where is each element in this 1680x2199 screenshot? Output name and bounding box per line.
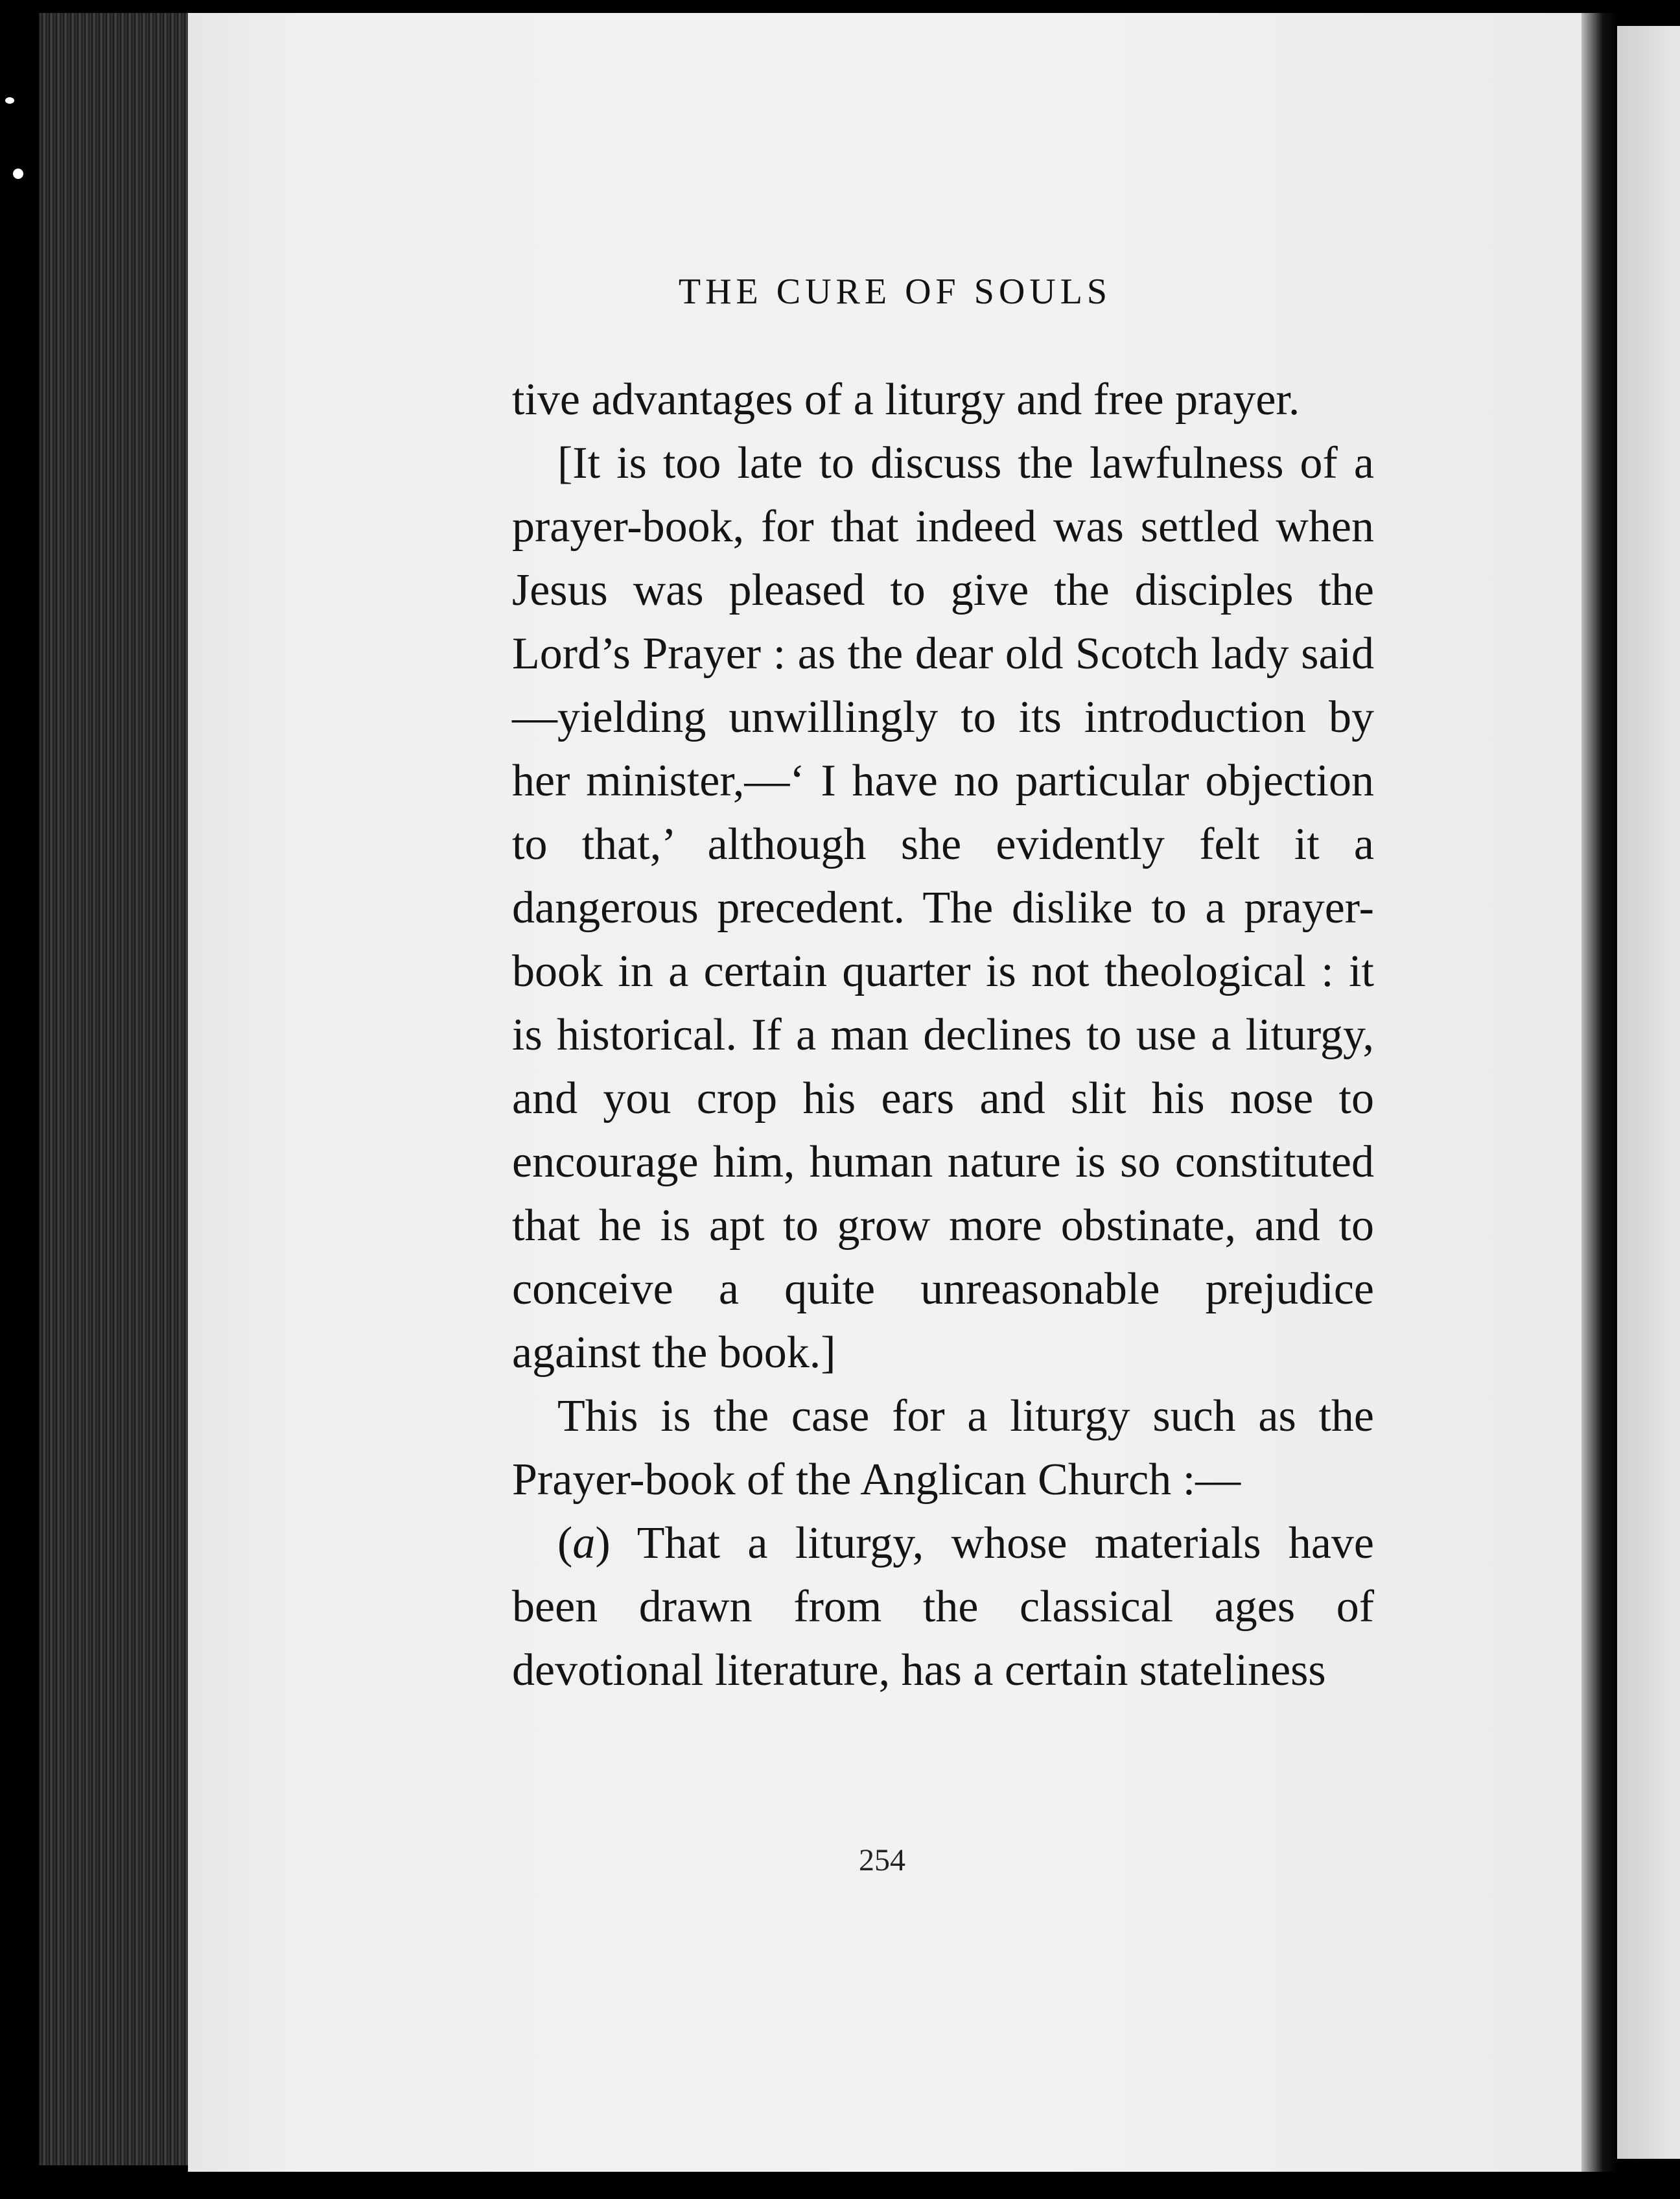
body-text (512, 368, 1374, 1702)
paragraph-1: tive advantages of a liturgy and free prayer. (512, 375, 1300, 425)
paragraph-4-prefix: ( (557, 1518, 573, 1568)
paragraph-3: This is the case for a liturgy such as the Prayer-book of the Anglican Church :— (512, 1391, 1374, 1505)
scan-speck (13, 169, 23, 179)
paragraph-4-text: ) That a liturgy, whose materials have been drawn from the classical ages of devotional literature, has a certain stateliness (512, 1518, 1374, 1695)
page-number: 254 (859, 1843, 905, 1877)
facing-page-edge (1617, 26, 1680, 2159)
running-head: THE CURE OF SOULS (678, 272, 1112, 312)
paragraph-2: [It is too late to discuss the lawfulness of a prayer-book, for that indeed was settled when Jesus was pleased to give the disciples the Lord’s Prayer : as the dear old Scotch lady said—yielding unwillingly to its introduction by her minister,—‘ I have no particular objection to that,’ although she evidently felt it a dangerous precedent. The dislike to a prayer-book in a certain quarter is not theological : it is historical. If a man declines to use a liturgy, and you crop his ears and slit his nose to encourage him, human nature is so constituted that he is apt to grow more obstinate, and to conceive a quite unreasonable prejudice against the book.] (512, 438, 1374, 1378)
paragraph-4-marker: a (572, 1518, 596, 1568)
scan-speck (5, 97, 14, 104)
paragraph-4 (512, 1512, 1374, 1702)
